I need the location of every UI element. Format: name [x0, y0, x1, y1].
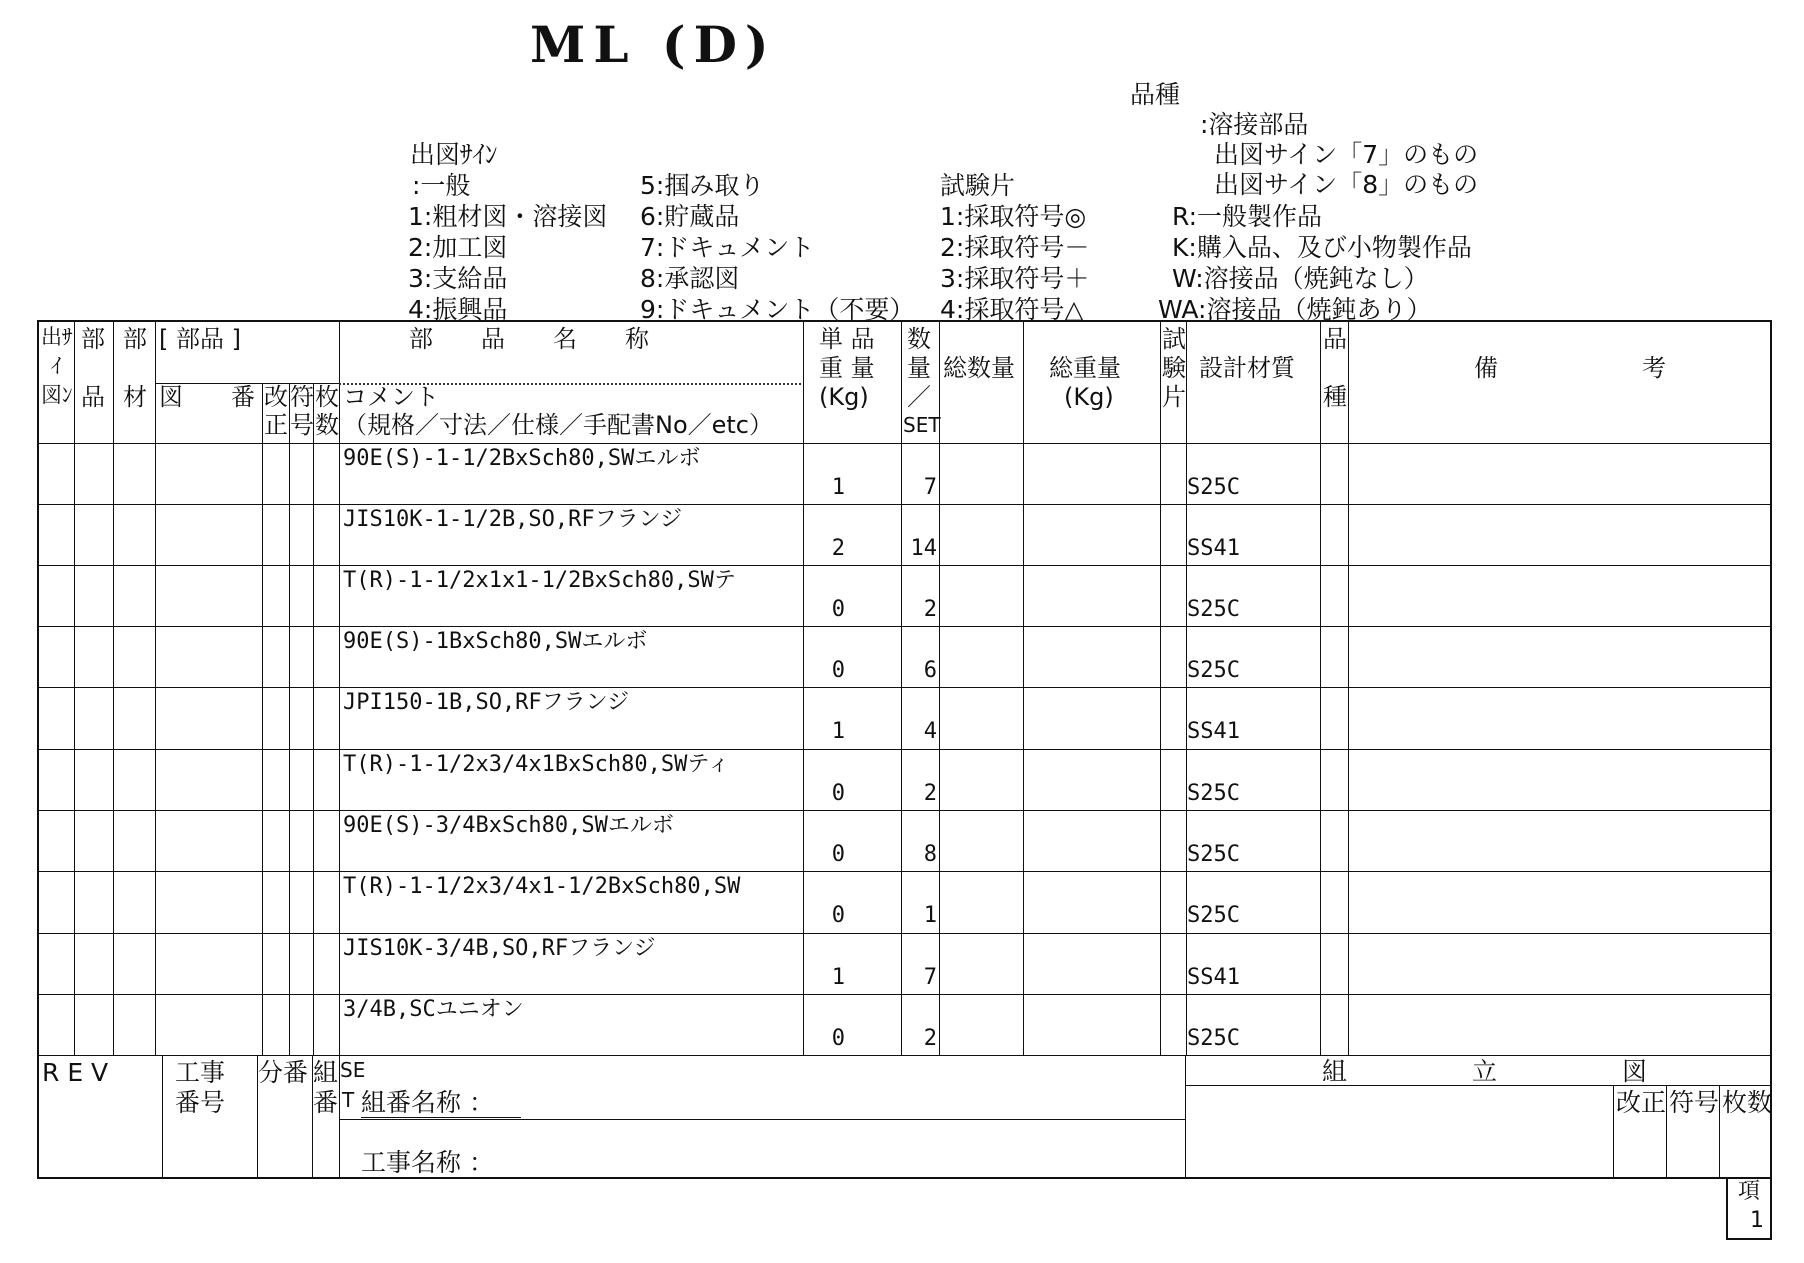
- page-number: 1: [1750, 1207, 1764, 1233]
- legend-hinshu-item: 出図サイン「8」のもの: [1214, 170, 1479, 199]
- unit-weight-cell: 0: [831, 658, 845, 683]
- legend-shiken-item: 3:採取符号＋: [940, 264, 1090, 293]
- legend-shutsuzu-item: 3:支給品: [408, 264, 508, 293]
- column-divider: [1320, 322, 1321, 1055]
- unit-weight-cell: 2: [831, 536, 845, 561]
- underline: [361, 1117, 521, 1118]
- header-shutsuzu-sign-2: ｲ: [51, 354, 62, 378]
- underline: [361, 1177, 521, 1178]
- header-unit-weight-1: 単 品: [819, 325, 875, 353]
- header-buzai-top: 部: [123, 325, 147, 353]
- qty-cell: 14: [910, 536, 937, 561]
- footer-kouji-bangou-1: 工事: [175, 1058, 226, 1087]
- legend-shutsuzu-title: 出図ｻｲﾝ: [410, 140, 498, 169]
- part-name-cell: 90E(S)-1BxSch80,SWエルボ: [343, 629, 648, 654]
- column-divider: [289, 383, 290, 1055]
- header-bottom-line: [39, 443, 1771, 444]
- row-divider: [39, 626, 1771, 627]
- material-cell: S25C: [1187, 597, 1240, 622]
- legend-hinshu-title: 品種: [1130, 80, 1181, 109]
- header-material: 設計材質: [1199, 354, 1295, 382]
- column-divider: [1348, 322, 1349, 1055]
- header-qty-2: 量: [907, 354, 931, 382]
- qty-cell: 8: [923, 842, 937, 867]
- qty-cell: 2: [923, 1026, 937, 1051]
- column-divider: [313, 383, 314, 1055]
- header-qty-3: ／: [907, 383, 931, 411]
- footer-kumiban-2: 番: [313, 1088, 339, 1117]
- unit-weight-cell: 1: [831, 719, 845, 744]
- qty-cell: 1: [923, 903, 937, 928]
- legend-class-item: W:溶接品（焼鈍なし）: [1172, 264, 1429, 293]
- header-buhin-bottom: 品: [81, 383, 105, 411]
- material-cell: S25C: [1187, 475, 1240, 500]
- qty-cell: 6: [923, 658, 937, 683]
- header-qty-4: SET: [903, 413, 941, 437]
- unit-weight-cell: 0: [831, 597, 845, 622]
- qty-cell: 4: [923, 719, 937, 744]
- legend-shiken-item: 1:採取符号◎: [940, 202, 1087, 231]
- footer-divider: [1666, 1085, 1667, 1179]
- footer-set-1: SE: [340, 1058, 366, 1082]
- footer-rev: R E V: [42, 1058, 109, 1087]
- header-maisu-1: 枚: [315, 383, 339, 411]
- footer-set-2: T: [342, 1088, 355, 1112]
- column-divider: [1160, 322, 1161, 1055]
- header-zuban: 図 番: [159, 383, 255, 411]
- row-divider: [39, 687, 1771, 688]
- footer-divider: [1613, 1085, 1614, 1179]
- material-cell: SS41: [1187, 536, 1240, 561]
- material-cell: SS41: [1187, 719, 1240, 744]
- legend-shiken-item: 2:採取符号－: [940, 233, 1090, 262]
- column-divider: [803, 322, 804, 1055]
- column-divider: [901, 322, 902, 1055]
- header-total-qty: 総数量: [943, 354, 1015, 382]
- header-buhin-bracket: [ 部品 ]: [159, 325, 241, 353]
- column-divider: [113, 322, 114, 1055]
- header-test-piece-3: 片: [1162, 383, 1186, 411]
- header-test-piece-1: 試: [1162, 325, 1186, 353]
- row-divider: [39, 749, 1771, 750]
- footer-kumiban-name: 組番名称 ：: [361, 1088, 494, 1117]
- header-comment: コメント: [343, 383, 439, 411]
- part-name-cell: JPI150-1B,SO,RFフランジ: [343, 690, 630, 715]
- header-maisu-2: 数: [315, 411, 339, 439]
- footer-divider: [339, 1119, 1185, 1120]
- qty-cell: 2: [923, 597, 937, 622]
- part-name-cell: 90E(S)-1-1/2BxSch80,SWエルボ: [343, 446, 701, 471]
- header-hinshu-1: 品: [1323, 325, 1347, 353]
- footer-top-line: [39, 1055, 1771, 1056]
- header-buzai-bottom: 材: [123, 383, 147, 411]
- legend-hinshu-item: 出図サイン「7」のもの: [1214, 140, 1479, 169]
- part-name-cell: JIS10K-3/4B,SO,RFフランジ: [343, 936, 656, 961]
- footer-divider: [1719, 1085, 1720, 1179]
- legend-shutsuzu-item: 6:貯蔵品: [640, 202, 740, 231]
- legend-shiken-item: 4:採取符号△: [940, 295, 1084, 324]
- row-divider: [39, 871, 1771, 872]
- material-cell: S25C: [1187, 1026, 1240, 1051]
- column-divider: [1023, 322, 1024, 1055]
- footer-kouji-bangou-2: 番号: [175, 1088, 226, 1117]
- row-divider: [39, 933, 1771, 934]
- header-part-name: 部 品 名 称: [409, 325, 649, 353]
- part-name-cell: T(R)-1-1/2x3/4x1-1/2BxSch80,SW: [343, 874, 741, 899]
- legend-hinshu-item: :溶接部品: [1200, 110, 1309, 139]
- header-unit-weight-3: (Kg): [819, 383, 869, 411]
- legend-shutsuzu-item: :一般: [412, 171, 471, 200]
- footer-assembly-drawing: 組 立 図: [1322, 1057, 1648, 1086]
- row-divider: [39, 994, 1771, 995]
- parts-list-table: [37, 320, 1772, 1179]
- legend-class-item: WA:溶接品（焼鈍あり）: [1158, 295, 1432, 324]
- row-divider: [39, 810, 1771, 811]
- legend-class-item: K:購入品、及び小物製作品: [1172, 233, 1472, 262]
- legend-class-item: R:一般製作品: [1172, 202, 1323, 231]
- unit-weight-cell: 0: [831, 781, 845, 806]
- footer-fugo: 符号: [1669, 1088, 1720, 1117]
- legend-shutsuzu-item: 5:掴み取り: [640, 171, 765, 200]
- material-cell: S25C: [1187, 842, 1240, 867]
- header-hinshu-2: 種: [1323, 383, 1347, 411]
- column-divider: [155, 322, 156, 1055]
- qty-cell: 7: [923, 475, 937, 500]
- footer-kumiban-1: 組: [313, 1058, 339, 1087]
- legend-shutsuzu-item: 2:加工図: [408, 233, 508, 262]
- column-divider: [339, 322, 340, 1055]
- header-shutsuzu-sign-3: 図ﾝ: [41, 383, 73, 407]
- unit-weight-cell: 1: [831, 965, 845, 990]
- header-total-weight-1: 総重量: [1049, 354, 1121, 382]
- column-divider: [1186, 322, 1187, 1055]
- row-divider: [39, 565, 1771, 566]
- header-shutsuzu-sign-1: 出ｻ: [41, 325, 73, 349]
- legend-shutsuzu-item: 8:承認図: [640, 264, 740, 293]
- footer-bunban: 分番: [258, 1058, 309, 1087]
- header-qty-1: 数: [907, 325, 931, 353]
- unit-weight-cell: 1: [831, 475, 845, 500]
- material-cell: SS41: [1187, 965, 1240, 990]
- footer-kaisei: 改正: [1616, 1088, 1667, 1117]
- part-name-cell: 3/4B,SCユニオン: [343, 997, 524, 1022]
- material-cell: S25C: [1187, 781, 1240, 806]
- legend-shutsuzu-item: 1:粗材図・溶接図: [408, 202, 608, 231]
- legend-shutsuzu-item: 7:ドキュメント: [640, 233, 815, 262]
- page-label: 項: [1737, 1179, 1760, 1204]
- part-name-cell: JIS10K-1-1/2B,SO,RFフランジ: [343, 507, 683, 532]
- header-remarks: 備 考: [1474, 354, 1666, 382]
- unit-weight-cell: 0: [831, 903, 845, 928]
- header-kaisei-2: 正: [264, 411, 288, 439]
- footer-divider: [1185, 1055, 1186, 1179]
- footer-divider: [162, 1055, 163, 1179]
- legend-shutsuzu-item: 4:振興品: [408, 295, 508, 324]
- unit-weight-cell: 0: [831, 1026, 845, 1051]
- page-title: ML (D): [530, 15, 777, 74]
- unit-weight-cell: 0: [831, 842, 845, 867]
- qty-cell: 7: [923, 965, 937, 990]
- header-fugo-2: 号: [290, 411, 314, 439]
- material-cell: S25C: [1187, 658, 1240, 683]
- header-unit-weight-2: 重 量: [819, 354, 875, 382]
- legend-shutsuzu-item: 9:ドキュメント（不要）: [640, 295, 915, 324]
- header-total-weight-2: (Kg): [1064, 383, 1114, 411]
- header-buhin-top: 部: [81, 325, 105, 353]
- column-divider: [262, 383, 263, 1055]
- footer-kouji-name: 工事名称 ：: [361, 1148, 494, 1177]
- part-name-cell: 90E(S)-3/4BxSch80,SWエルボ: [343, 813, 674, 838]
- page-number-box: [1726, 1178, 1772, 1240]
- qty-cell: 2: [923, 781, 937, 806]
- header-comment-detail: （規格／寸法／仕様／手配書No／etc）: [343, 411, 774, 439]
- part-name-cell: T(R)-1-1/2x1x1-1/2BxSch80,SWテ: [343, 568, 736, 593]
- header-test-piece-2: 験: [1162, 354, 1186, 382]
- column-divider: [74, 322, 75, 1055]
- row-divider: [39, 504, 1771, 505]
- material-cell: S25C: [1187, 903, 1240, 928]
- header-fugo-1: 符: [290, 383, 314, 411]
- header-kaisei-1: 改: [264, 383, 288, 411]
- part-name-cell: T(R)-1-1/2x3/4x1BxSch80,SWティ: [343, 752, 730, 777]
- legend-shiken-title: 試験片: [940, 171, 1016, 200]
- footer-maisu: 枚数: [1722, 1088, 1773, 1117]
